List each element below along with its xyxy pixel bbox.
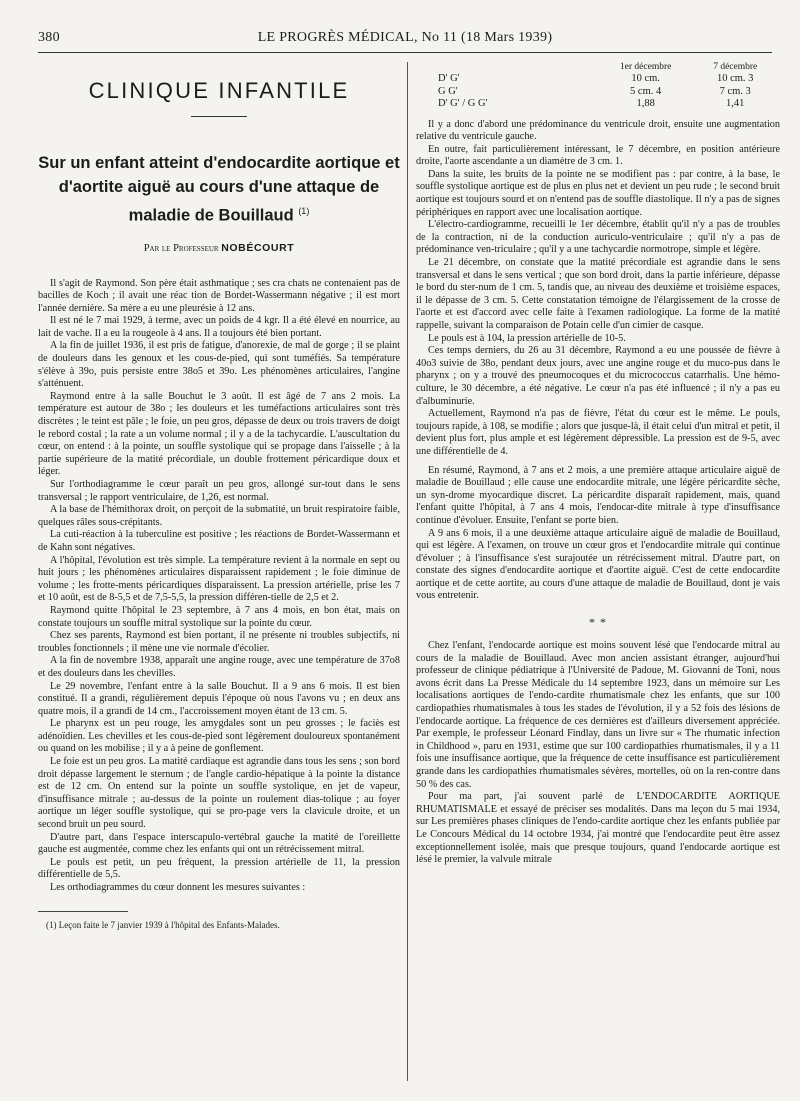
measurement-value: 10 cm. (631, 73, 660, 84)
right-column (416, 62, 780, 1085)
footnote: (1) Leçon faite le 7 janvier 1939 à l'hôpital des Enfants-Malades. (46, 919, 280, 930)
measurement-value: 1,41 (726, 98, 745, 109)
measurement-value: 10 cm. 3 (716, 73, 754, 84)
right-body-a (416, 119, 780, 459)
body-paragraph: Pour ma part, j'ai souvent parlé de L'ENDOCARDITE AORTIQUE RHUMATISMALE et essayé de préciser ses modalités. Dans ma leçon du 5 mai 1934, sur Les premières phases cliniques de l'endo-cardite aortique chez les enfants publiée par Le Concours Médical du 14 octobre 1934, j'ai montré que l'endocardite peut être assez exceptionnellement isolée, mais que presque toujours, quand l'endocarde aortique est lésé le premier, la valvule mitrale (416, 791, 780, 866)
column-header: 1er décembre (619, 62, 672, 72)
byline (38, 242, 400, 254)
body-paragraph: Actuellement, Raymond n'a pas de fièvre, l'état du cœur est le même. Le pouls, toujours rapide, à 108, se modifie ; alors que jusque-là, il était celui d'un mitral et petit, il devient plus fort, plus ample et est légèrement dépressible. La pression est de 9-5, avec une différentielle de 4. (416, 408, 780, 457)
body-paragraph: D'autre part, dans l'espace interscapulo-vertébral gauche la matité de l'oreillette gauche est augmentée, comme chez les enfants qui ont un rétrécissement mitral. (38, 831, 400, 856)
body-paragraph: La cuti-réaction à la tuberculine est positive ; les réactions de Bordet-Wassermann et de Kahn sont négatives. (38, 529, 400, 553)
article-title-text: Sur un enfant atteint d'endocardite aortique et d'aortite aiguë au cours d'une attaque de maladie de Bouillaud (38, 154, 400, 225)
measurements-header-row (438, 62, 780, 73)
measurements-rows (438, 73, 780, 111)
measurement-value: 5 cm. 4 (630, 85, 662, 97)
body-paragraph: Le pouls est petit, un peu fréquent, la pression artérielle de 11, la pression différentielle de 5,5. (38, 856, 400, 881)
measurement-value: 7 cm. 3 (719, 85, 751, 97)
body-paragraph: A la fin de juillet 1936, il est pris de fatigue, d'anorexie, de mal de gorge ; il se plaint de douleurs dans les genoux et les cous-de-pied, qui sont tuméfiés. Sa température s'élève à 39o, puis persiste entre 38o5 et 39o. Les phénomènes articulaires, l'angine s'atténuent. (38, 340, 400, 390)
body-paragraph: Dans la suite, les bruits de la pointe ne se modifient pas : par contre, à la base, le souffle systolique aortique est de plus en plus net et devient un peu rude ; le second bruit aortique est toujours sourd et on n'entend pas de souffle diastolique. Il n'y a pas de signes périphériques en rapport avec une localisation aortique. (416, 168, 780, 218)
journal-title: LE PROGRÈS MÉDICAL, No 11 (18 Mars 1939) (257, 30, 553, 45)
right-body-c (416, 640, 780, 867)
running-header (38, 30, 772, 53)
header-blank (438, 62, 601, 73)
measurements-table (438, 62, 780, 111)
body-paragraph: Le foie est un peu gros. La matité cardiaque est agrandie dans tous les sens ; son bord droit dépasse largement le sternum ; de l'angle cardio-hépatique à la pointe la distance est de 12 cm. On entend sur la pointe un souffle systolique, en jet de vapeur, d'insuffisance mitrale ; au-dessus de la pointe un roulement dias-tolique ; au foyer aortique un léger souffle systolique, qui se pro-page vers la clavicule droite, et un second bruit un peu sourd. (38, 756, 400, 831)
column-header: 7 décembre (713, 62, 758, 72)
body-paragraph: Chez l'enfant, l'endocarde aortique est moins souvent lésé que l'endocarde mitral au cours de la maladie de Bouillaud. Avec mon ancien assistant étranger, aujourd'hui professeur de clinique pédiatrique à l'Université de Padoue, M. Giovanni de Toni, nous avons écrit dans La Presse Médicale du 14 septembre 1923, dans un mémoire sur Les localisations aortiques de l'endo-cardite rhumatismale chez les enfants, que sur 100 cardiopathies rhumatismales à tous les stades de l'évolution, il y a 52 fois des lésions de l'endocarde aortique. La fréquence de ces dernières est d'ailleurs diversement appréciée. Par exemple, le professeur Léonard Findlay, dans un livre sur « The rhumatic infection in Childhood », paru en 1931, estime que sur 100 cardiopathies rhumatismales, il y a 11 fois une insuffisance aortique, que la fréquence de cette insuffisance est particulièrement grande dans les cardiopathies rhumatismales sévères, mortelles, où on la ren-contre dans 50 % des cas. (416, 640, 780, 790)
body-paragraph: Le pouls est à 104, la pression artérielle de 10-5. (428, 332, 626, 344)
body-paragraph: Sur l'orthodiagramme le cœur paraît un peu gros, allongé sur-tout dans le sens transversal ; le rapport ventriculaire, de 1,26, est normal. (38, 479, 400, 503)
body-paragraph: Raymond entre à la salle Bouchut le 3 août. Il est âgé de 7 ans 2 mois. La température est autour de 38o ; les douleurs et les tuméfactions articulaires sont très discrètes ; le teint est pâle ; le foie, un peu gros, dépasse de deux ou trois travers de doigt le rebord costal ; la rate a un volume normal ; il y a de la tachycardie. L'auscultation du cœur, on entend : à la pointe, un souffle systolique qui se propage dans l'aisselle ; à la partie supérieure de la matité précordiale, un double frottement péricardique doux et léger. (38, 390, 400, 478)
body-paragraph: Il s'agit de Raymond. Son père était asthmatique ; ses cra chats ne contenaient pas de bacilles de Koch ; il avait une réac tion de Bordet-Wassermann négative ; il est mort l'année dernière. Sa mère a eu une pleurésie à 12 ans. (38, 277, 400, 314)
body-paragraph: Raymond quitte l'hôpital le 23 septembre, à 7 ans 4 mois, en bon état, mais on constate toujours un souffle mitral systolique sur la pointe du cœur. (38, 604, 400, 629)
author-name: NOBÉCOURT (221, 241, 295, 254)
measurement-row (438, 86, 780, 99)
measurement-row (438, 73, 780, 86)
body-paragraph: Chez ses parents, Raymond est bien portant, il ne présente ni troubles subjectifs, ni troubles fonctionnels ; il mène une vie normale d'écolier. (38, 630, 400, 654)
body-paragraph: A la fin de novembre 1938, apparaît une angine rouge, avec une température de 37o8 et des douleurs dans les chevilles. (38, 655, 400, 679)
body-paragraph: L'électro-cardiogramme, recueilli le 1er décembre, établit qu'il n'y a pas de troubles de la contraction, ni de la conduction auriculo-ventriculaire ; qu'il n'y a pas de prédominance ven-triculaire ; qu'il y a une tachycardie normotrope, simple et légère. (416, 219, 780, 256)
body-paragraph: Les orthodiagrammes du cœur donnent les mesures suivantes : (50, 882, 306, 893)
section-separator: * * (589, 615, 607, 630)
measurement-label: D' G' / G G' (438, 98, 488, 109)
body-paragraph: Le 21 décembre, on constate que la matité précordiale est agrandie dans le sens transversal et dans le sens vertical ; que son bord droit, dans la partie inférieure, dépasse le bord du ster-num de 1 cm. 5, tandis que, au niveau des deuxième et troisième espaces, il le dépasse de 3 cm. 5. Cette constatation témoigne de l'élargissement de la crosse de l'aorte et est d'accord avec celle faite à l'examen radiologique. La forme de la matité rappelle, suivant la comparaison de Potain celle d'un cimier de casque. (416, 257, 780, 331)
title-rule (191, 116, 247, 117)
left-column (38, 62, 400, 1085)
body-paragraph: Ces temps derniers, du 26 au 31 décembre, Raymond a eu une poussée de fièvre à 40o3 suivie de 38o, pendant deux jours, avec une angine rouge et du muco-pus dans le pharynx ; on y a trouvé des pneumocoques et du micrococcus catarrhalis. Une hémo-culture, le 30 décembre, a été négative. Le cœur n'a pas été influencé ; il n'y a pas eu d'albuminurie. (416, 345, 780, 407)
body-paragraph: Il y a donc d'abord une prédominance du ventricule droit, ensuite une augmentation relative du ventricule gauche. (416, 118, 780, 143)
body-paragraph: A la base de l'hémithorax droit, on perçoit de la submatité, un bruit respiratoire faible, quelques râles sous-crépitants. (38, 504, 400, 528)
byline-prefix: Par le Professeur (143, 242, 219, 254)
body-paragraph: Le pharynx est un peu rouge, les amygdales sont un peu grosses ; le faciès est adénoïdien. Les chevilles et les cous-de-pied sont légèrement douloureux spontanément ou quand on les mobilise ; il y a à peine de gonflement. (38, 718, 400, 755)
measurement-value: 1,88 (636, 98, 655, 109)
body-paragraph: En résumé, Raymond, à 7 ans et 2 mois, a une première attaque articulaire aiguë de maladie de Bouillaud ; elle cause une endocardite mitrale, une légère péricardite sèche, un syn-drome myocardique discret. La péricardite disparaît rapidement, mais, quand l'enfant quitte l'hôpital, à 7 ans 4 mois, l'endocar-dite mitrale à type d'insuffisance continue d'évoluer. Ensuite, l'enfant se porte bien. (416, 464, 780, 526)
section-title: CLINIQUE INFANTILE (88, 78, 350, 103)
footnote-rule (38, 911, 128, 912)
body-paragraph: A l'hôpital, l'évolution est très simple. La température revient à la normale en sept ou huit jours ; les phénomènes articulaires disparaissent rapidement ; le foie diminue de volume ; les frotte-ments péricardiques disparaissent. La pression artérielle, prise les 7 et 10 août, est de 8-5,5 et de 7,5-5,5, la pression différen-tielle de 2,5 et 2. (38, 554, 400, 604)
body-paragraph: Il est né le 7 mai 1929, à terme, avec un poids de 4 kgr. Il a été élevé en nourrice, au lait de vache. Il a eu la rougeole à 4 ans. Il a toujours été bien portant. (38, 315, 400, 339)
column-divider (407, 62, 408, 1081)
body-paragraph: En outre, fait particulièrement intéressant, le 7 décembre, en position antérieure droite, l'aorte ascendante a un diamètre de 3 cm. 1. (416, 143, 780, 168)
right-body-b (416, 465, 780, 604)
body-paragraph: Le 29 novembre, l'enfant entre à la salle Bouchut. Il a 9 ans 6 mois. Il est bien constitué. Il a grandi, régulièrement depuis l'époque où nous l'avons vu ; en deux ans quatre mois, il a grandi de 14 cm., l'accroissement moyen étant de 13 cm. 5. (38, 680, 400, 717)
measurement-label: G G' (438, 85, 458, 97)
body-paragraph: A 9 ans 6 mois, il a une deuxième attaque articulaire aiguë de maladie de Bouillaud, qui est légère. A l'examen, on trouve un cœur gros et l'endocardite mitrale qui continue d'évoluer ; à l'insuffisance s'est surajoutée un rétrécissement mitral. D'autre part, on constate des signes d'endocardite aortique et d'aortite aiguë. C'est de cette endocardite aortique et de cette aortite, au cours d'une attaque de maladie de Bouillaud, dont je vais vous entretenir. (416, 527, 780, 602)
page-number: 380 (38, 30, 60, 45)
footnote-marker: (1) (298, 206, 310, 216)
measurement-row (438, 98, 780, 111)
left-body (38, 278, 400, 895)
measurement-label: D' G' (438, 73, 460, 84)
article-title (38, 151, 400, 228)
